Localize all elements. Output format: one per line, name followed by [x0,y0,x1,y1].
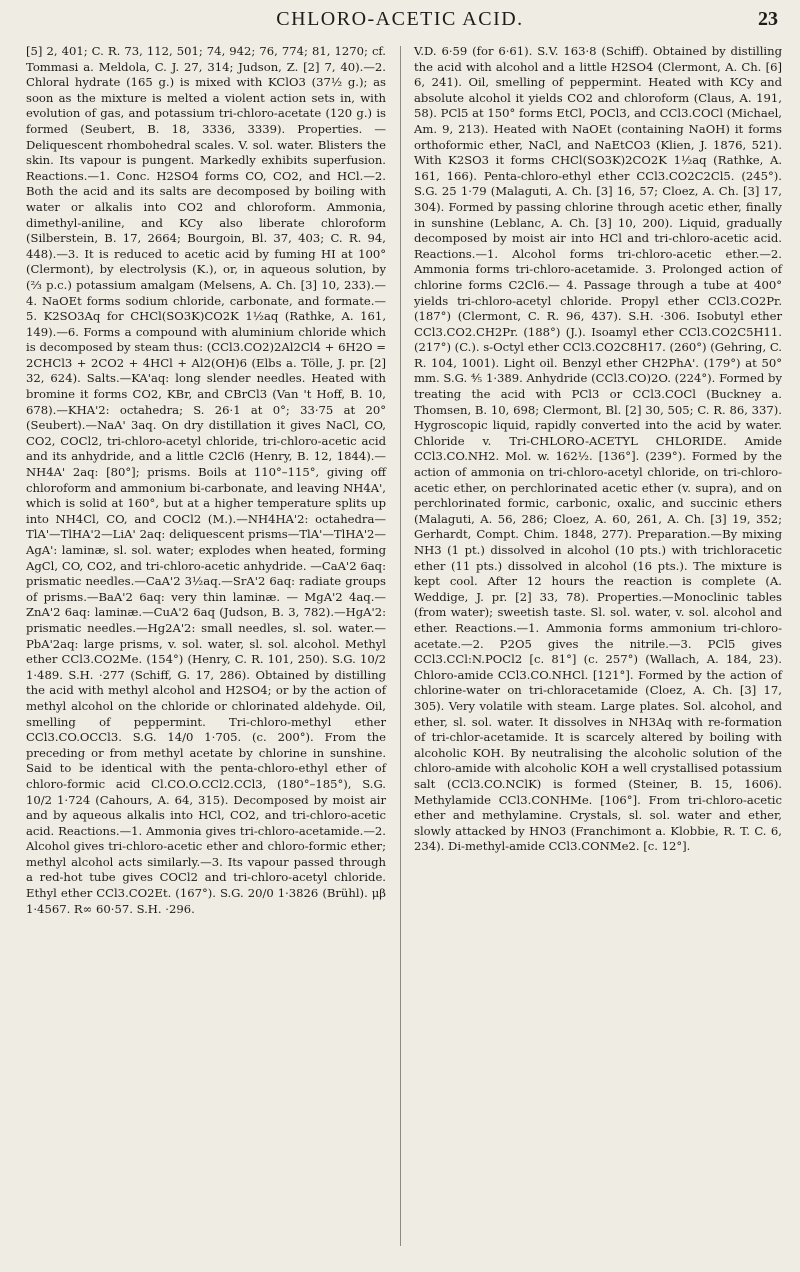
running-head: CHLORO-ACETIC ACID. [276,8,524,30]
column-divider [400,46,401,1246]
two-column-body [0,44,800,1266]
page-number: 23 [758,8,778,30]
left-column [26,44,386,917]
left-column-text: [5] 2, 401; C. R. 73, 112, 501; 74, 942; 76, 774; 81, 1270; cf. Tommasi a. Meldola, C. J. 27, 314; Judson, Z. [2] 7, 40).—2. Chloral hydrate (165 g.) is mixed with KClO3 (37½ g.); as soon as the mixture is melted a violent action sets in, with evolution of gas, and potassium tri-chloro-acetate (120 g.) is formed (Seubert, B. 18, 3336, 3339). Properties. — Deliquescent rhombohedral scales. V. sol. water. Blisters the skin. Its vapour is pungent. Markedly exhibits superfusion. Reactions.—1. Conc. H2SO4 forms CO, CO2, and HCl.—2. Both the acid and its salts are decomposed by boiling with water or alkalis into CO2 and chloroform. Ammonia, dimethyl-aniline, and KCy also liberate chloroform (Silberstein, B. 17, 2664; Bourgoin, Bl. 37, 403; C. R. 94, 448).—3. It is reduced to acetic acid by fuming HI at 100° (Clermont), by electrolysis (K.), or, in aqueous solution, by (⅔ p.c.) potassium amalgam (Melsens, A. Ch. [3] 10, 233).—4. NaOEt forms sodium chloride, carbonate, and formate.—5. K2SO3Aq for CHCl(SO3K)CO2K 1½aq (Rathke, A. 161, 149).—6. Forms a compound with aluminium chloride which is decomposed by steam thus: (CCl3.CO2)2Al2Cl4 + 6H2O = 2CHCl3 + 2CO2 + 4HCl + Al2(OH)6 (Elbs a. Tölle, J. pr. [2] 32, 624). Salts.—KA'aq: long slender needles. Heated with bromine it forms CO2, KBr, and CBrCl3 (Van 't Hoff, B. 10, 678).—KHA'2: octahedra; S. 26·1 at 0°; 33·75 at 20° (Seubert).—NaA' 3aq. On dry distillation it gives NaCl, CO, CO2, COCl2, tri-chloro-acetyl chloride, tri-chloro-acetic acid and its anhydride, and a little C2Cl6 (Henry, B. 12, 1844).—NH4A' 2aq: [80°]; prisms. Boils at 110°–115°, giving off chloroform and ammonium bi-carbonate, and leaving NH4A', which is solid at 160°, but at a higher temperature splits up into NH4Cl, CO, and COCl2 (M.).—NH4HA'2: octahedra—TlA'—TlHA'2—LiA' 2aq: deliquescent prisms—TlA'—TlHA'2—AgA': laminæ, sl. sol. water; explodes when heated, forming AgCl, CO, CO2, and tri-chloro-acetic anhydride. —CaA'2 6aq: prismatic needles.—CaA'2 3½aq.—SrA'2 6aq: radiate groups of prisms.—BaA'2 6aq: very thin laminæ. — MgA'2 4aq.—ZnA'2 6aq: laminæ.—CuA'2 6aq (Judson, B. 3, 782).—HgA'2: prismatic needles.—Hg2A'2: small needles, sl. sol. water.—PbA'2aq: large prisms, v. sol. water, sl. sol. alcohol. Methyl ether CCl3.CO2Me. (154°) (Henry, C. R. 101, 250). S.G. 10/2 1·489. S.H. ·277 (Schiff, G. 17, 286). Obtained by distilling the acid with methyl alcohol and H2SO4; or by the action of methyl alcohol on the chloride or chlorinated aldehyde. Oil, smelling of peppermint. Tri-chloro-methyl ether CCl3.CO.OCCl3. S.G. 14/0 1·705. (c. 200°). From the preceding or from methyl acetate by chlorine in sunshine. Said to be identical with the penta-chloro-ethyl ether of chloro-formic acid Cl.CO.O.CCl2.CCl3, (180°–185°), S.G. 10/2 1·724 (Cahours, A. 64, 315). Decomposed by moist air and by aqueous alkalis into HCl, CO2, and tri-chloro-acetic acid. Reactions.—1. Ammonia gives tri-chloro-acetamide.—2. Alcohol gives tri-chloro-acetic ether and chloro-formic ether; methyl alcohol acts similarly.—3. Its vapour passed through a red-hot tube gives COCl2 and tri-chloro-acetyl chloride. Ethyl ether CCl3.CO2Et. (167°). S.G. 20/0 1·3826 (Brühl). μβ 1·4567. R∞ 60·57. S.H. ·296. [26,44,386,916]
right-column [414,44,782,855]
page-header [0,0,800,44]
right-column-text: V.D. 6·59 (for 6·61). S.V. 163·8 (Schiff). Obtained by distilling the acid with alcohol and a little H2SO4 (Clermont, A. Ch. [6] 6, 241). Oil, smelling of peppermint. Heated with KCy and absolute alcohol it yields CO2 and chloroform (Claus, A. 191, 58). PCl5 at 150° forms EtCl, POCl3, and CCl3.COCl (Michael, Am. 9, 213). Heated with NaOEt (containing NaOH) it forms orthoformic ether, NaCl, and NaEtCO3 (Klien, J. 1876, 521). With K2SO3 it forms CHCl(SO3K)2CO2K 1½aq (Rathke, A. 161, 166). Penta-chloro-ethyl ether CCl3.CO2C2Cl5. (245°). S.G. 25 1·79 (Malaguti, A. Ch. [3] 16, 57; Cloez, A. Ch. [3] 17, 304). Formed by passing chlorine through acetic ether, finally in sunshine (Leblanc, A. Ch. [3] 10, 200). Liquid, gradually decomposed by moist air into HCl and tri-chloro-acetic acid. Reactions.—1. Alcohol forms tri-chloro-acetic ether.—2. Ammonia forms tri-chloro-acetamide. 3. Prolonged action of chlorine forms C2Cl6.— 4. Passage through a tube at 400° yields tri-chloro-acetyl chloride. Propyl ether CCl3.CO2Pr. (187°) (Clermont, C. R. 96, 437). S.H. ·306. Isobutyl ether CCl3.CO2.CH2Pr. (188°) (J.). Isoamyl ether CCl3.CO2C5H11. (217°) (C.). s-Octyl ether CCl3.CO2C8H17. (260°) (Gehring, C. R. 104, 1001). Light oil. Benzyl ether CH2PhA'. (179°) at 50° mm. S.G. ⅘ 1·389. Anhydride (CCl3.CO)2O. (224°). Formed by treating the acid with PCl3 or CCl3.COCl (Buckney a. Thomsen, B. 10, 698; Clermont, Bl. [2] 30, 505; C. R. 86, 337). Hygroscopic liquid, rapidly converted into the acid by water. Chloride v. Tri-CHLORO-ACETYL CHLORIDE. Amide CCl3.CO.NH2. Mol. w. 162½. [136°]. (239°). Formed by the action of ammonia on tri-chloro-acetyl chloride, on tri-chloro-acetic ether, on perchlorinated acetic ether (v. supra), and on perchlorinated formic, carbonic, oxalic, and succinic ethers (Malaguti, A. 56, 286; Cloez, A. 60, 261, A. Ch. [3] 19, 352; Gerhardt, Compt. Chim. 1848, 277). Preparation.—By mixing NH3 (1 pt.) dissolved in alcohol (10 pts.) with trichloracetic ether (11 pts.) dissolved in alcohol (16 pts.). The mixture is kept cool. After 12 hours the reaction is complete (A. Weddige, J. pr. [2] 33, 78). Properties.—Monoclinic tables (from water); sweetish taste. Sl. sol. water, v. sol. alcohol and ether. Reactions.—1. Ammonia forms ammonium tri-chloro-acetate.—2. P2O5 gives the nitrile.—3. PCl5 gives CCl3.CCl:N.POCl2 [c. 81°] (c. 257°) (Wallach, A. 184, 23). Chloro-amide CCl3.CO.NHCl. [121°]. Formed by the action of chlorine-water on tri-chloracetamide (Cloez, A. Ch. [3] 17, 305). Very volatile with steam. Large plates. Sol. alcohol, and ether, sl. sol. water. It dissolves in NH3Aq with re-formation of tri-chlor-acetamide. It is scarcely altered by boiling with alcoholic KOH. By neutralising the alcoholic solution of the chloro-amide with alcoholic KOH a well crystallised potassium salt (CCl3.CO.NClK) is formed (Steiner, B. 15, 1606). Methylamide CCl3.CONHMe. [106°]. From tri-chloro-acetic ether and methylamine. Crystals, sl. sol. water and ether, slowly attacked by HNO3 (Franchimont a. Klobbie, R. T. C. 6, 234). Di-methyl-amide CCl3.CONMe2. [c. 12°]. [414,44,782,854]
